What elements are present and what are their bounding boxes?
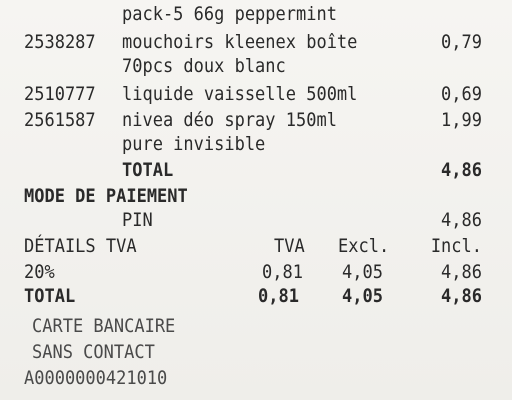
payment-amount: 4,86 [441,210,482,232]
item-description: pack-5 66g peppermint [122,4,337,26]
item-price: 0,79 [441,32,482,54]
card-type: CARTE BANCAIRE [32,316,176,338]
item-price: 1,99 [441,110,482,132]
vat-rate-excl: 4,05 [342,262,383,284]
item-description: 70pcs doux blanc [122,56,286,78]
card-aid: A0000000421010 [24,368,168,390]
vat-rate-incl: 4,86 [441,262,482,284]
vat-total-tva: 0,81 [258,286,299,308]
payment-method: PIN [122,210,153,232]
item-description: pure invisible [122,134,266,156]
card-contactless: SANS CONTACT [32,342,155,364]
vat-total-label: TOTAL [24,286,76,308]
item-code: 2538287 [24,32,96,54]
payment-heading: MODE DE PAIEMENT [24,186,188,208]
total-label: TOTAL [122,160,174,182]
vat-rate-tva: 0,81 [262,262,303,284]
vat-column-excl: Excl. [338,236,390,258]
item-price: 0,69 [441,84,482,106]
item-description: nivea déo spray 150ml [122,110,337,132]
vat-heading: DÉTAILS TVA [24,236,137,258]
item-code: 2561587 [24,110,96,132]
total-value: 4,86 [441,160,482,182]
vat-column-incl: Incl. [430,236,482,258]
item-description: mouchoirs kleenex boîte [122,32,358,54]
vat-total-excl: 4,05 [342,286,383,308]
vat-total-incl: 4,86 [441,286,482,308]
item-description: liquide vaisselle 500ml [122,84,358,106]
item-code: 2510777 [24,84,96,106]
vat-column-tva: TVA [274,236,305,258]
vat-rate-label: 20% [24,262,55,284]
